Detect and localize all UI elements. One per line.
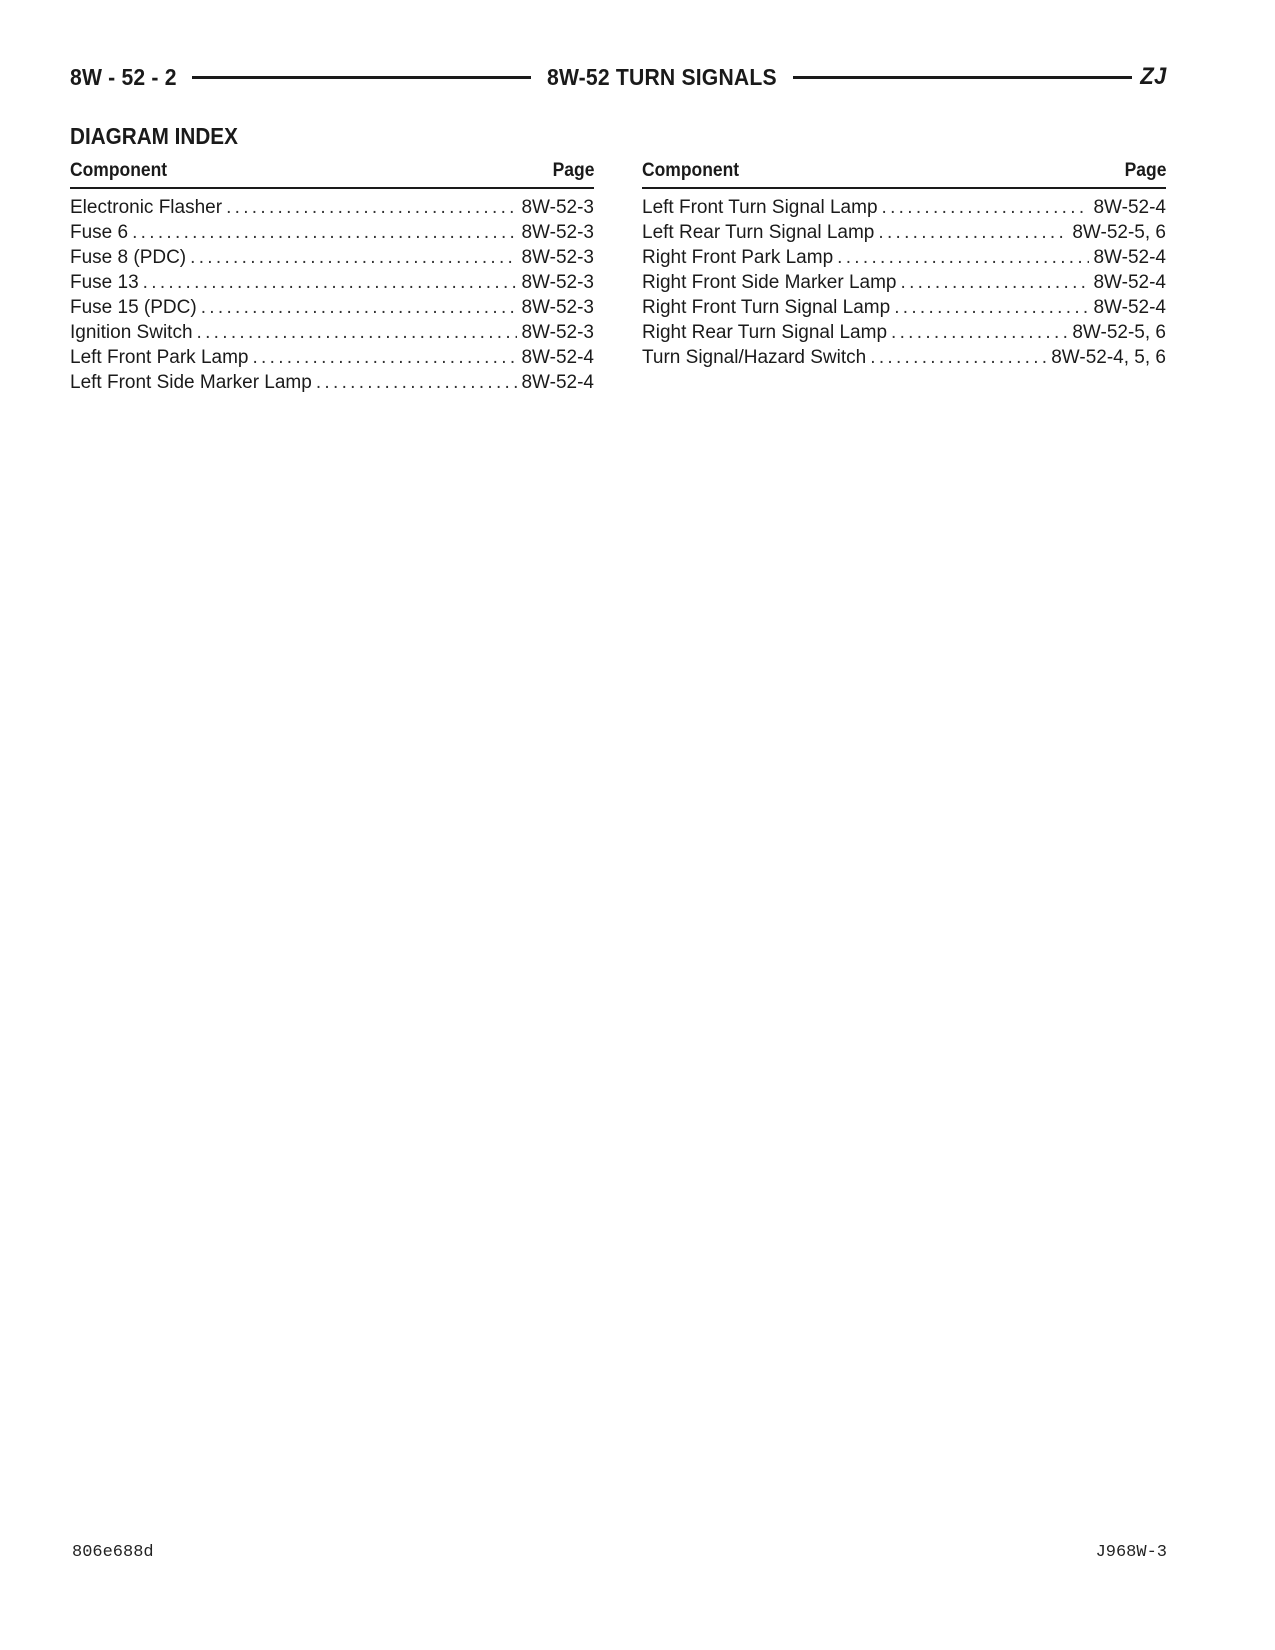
dot-leader: [226, 195, 517, 220]
dot-leader: [197, 320, 518, 345]
dot-leader: [252, 345, 517, 370]
page-reference: 8W-52-4: [1093, 197, 1166, 218]
column-header: [642, 160, 1166, 189]
component-name: Left Front Park Lamp: [70, 347, 249, 368]
component-column-label: Component: [70, 160, 168, 181]
page-reference: 8W-52-3: [521, 222, 594, 243]
column-header: [70, 160, 594, 189]
page-reference: 8W-52-3: [521, 272, 594, 293]
component-name: Turn Signal/Hazard Switch: [642, 347, 867, 368]
dot-leader: [878, 220, 1068, 245]
index-list-left: [70, 195, 594, 395]
page-reference: 8W-52-4: [1093, 247, 1166, 268]
section-title: 8W-52 TURN SIGNALS: [546, 63, 777, 90]
model-code: ZJ: [1139, 63, 1167, 90]
component-name: Fuse 6: [70, 222, 129, 243]
index-entry: [642, 345, 1166, 370]
component-name: Left Front Side Marker Lamp: [70, 372, 312, 393]
component-name: Right Front Turn Signal Lamp: [642, 297, 891, 318]
component-name: Left Rear Turn Signal Lamp: [642, 222, 875, 243]
dot-leader: [891, 320, 1068, 345]
dot-leader: [201, 295, 518, 320]
page-number: 8W - 52 - 2: [70, 63, 177, 90]
footer-image-code: 806e688d: [72, 1543, 154, 1562]
header-rule-left: [192, 76, 531, 79]
footer-figure-code: J968W-3: [1095, 1543, 1167, 1562]
page-reference: 8W-52-3: [521, 297, 594, 318]
page-column-label: Page: [552, 160, 594, 181]
dot-leader: [894, 295, 1089, 320]
diagram-index-title: DIAGRAM INDEX: [70, 123, 238, 149]
page-reference: 8W-52-4: [1093, 272, 1166, 293]
page-header: [70, 62, 1166, 92]
page-reference: 8W-52-3: [521, 247, 594, 268]
component-name: Electronic Flasher: [70, 197, 223, 218]
page-reference: 8W-52-3: [521, 322, 594, 343]
index-list-right: [642, 195, 1166, 370]
page-column-label: Page: [1124, 160, 1166, 181]
component-column-label: Component: [642, 160, 740, 181]
component-name: Fuse 8 (PDC): [70, 247, 187, 268]
dot-leader: [882, 195, 1090, 220]
index-entry: [70, 370, 594, 395]
component-name: Left Front Turn Signal Lamp: [642, 197, 878, 218]
index-entry: [70, 295, 594, 320]
index-entry: [642, 245, 1166, 270]
dot-leader: [132, 220, 517, 245]
page-reference: 8W-52-3: [521, 197, 594, 218]
component-name: Right Rear Turn Signal Lamp: [642, 322, 888, 343]
dot-leader: [837, 245, 1089, 270]
page-reference: 8W-52-4: [521, 347, 594, 368]
page-reference: 8W-52-4, 5, 6: [1051, 347, 1166, 368]
dot-leader: [870, 345, 1047, 370]
dot-leader: [901, 270, 1090, 295]
component-name: Fuse 15 (PDC): [70, 297, 197, 318]
index-entry: [70, 270, 594, 295]
index-entry: [70, 245, 594, 270]
index-entry: [70, 220, 594, 245]
index-entry: [642, 295, 1166, 320]
page-reference: 8W-52-4: [521, 372, 594, 393]
index-entry: [642, 270, 1166, 295]
dot-leader: [190, 245, 517, 270]
component-name: Fuse 13: [70, 272, 139, 293]
page-reference: 8W-52-4: [1093, 297, 1166, 318]
index-entry: [70, 195, 594, 220]
index-entry: [70, 320, 594, 345]
component-name: Ignition Switch: [70, 322, 193, 343]
component-name: Right Front Park Lamp: [642, 247, 834, 268]
header-rule-right: [793, 76, 1132, 79]
index-entry: [642, 320, 1166, 345]
index-entry: [642, 195, 1166, 220]
index-entry: [642, 220, 1166, 245]
page-reference: 8W-52-5, 6: [1072, 322, 1166, 343]
dot-leader: [316, 370, 518, 395]
index-column-left: [70, 160, 594, 395]
component-name: Right Front Side Marker Lamp: [642, 272, 897, 293]
index-column-right: [642, 160, 1166, 370]
dot-leader: [143, 270, 518, 295]
page-reference: 8W-52-5, 6: [1072, 222, 1166, 243]
index-entry: [70, 345, 594, 370]
